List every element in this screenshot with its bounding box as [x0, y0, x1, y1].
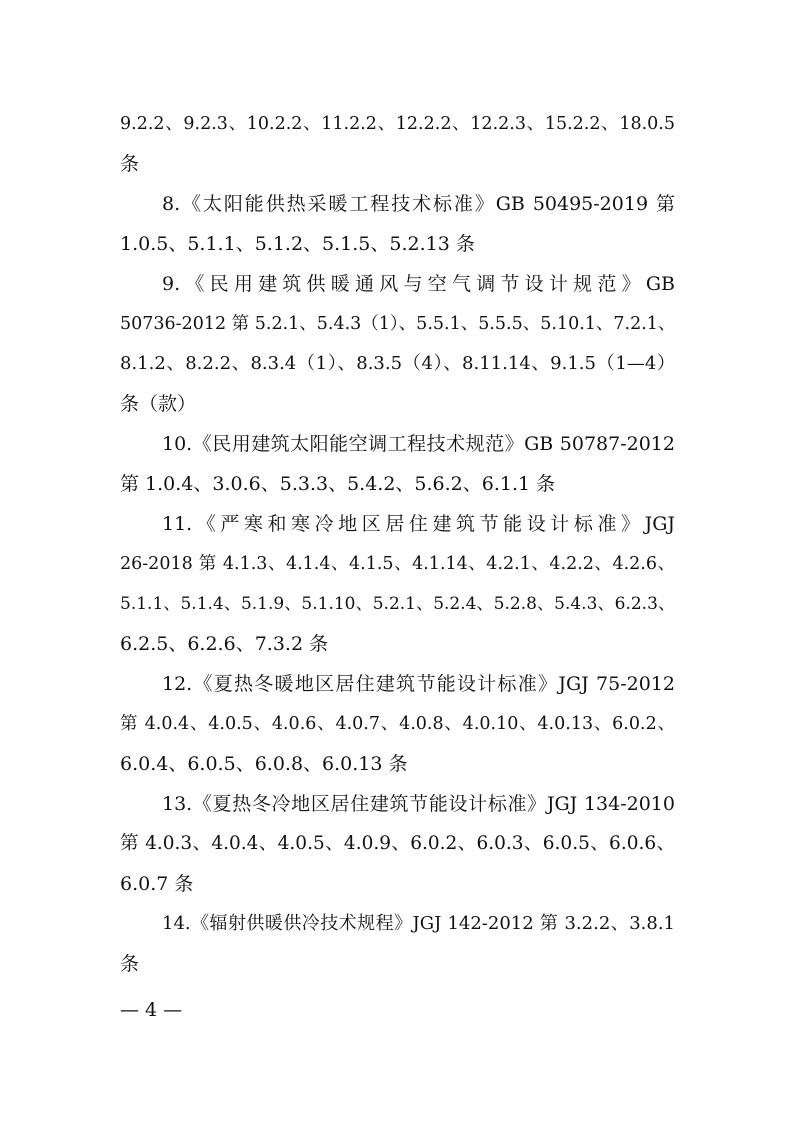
text-line: 6.2.5、6.2.6、7.3.2 条 [120, 633, 329, 655]
text-line: 26-2018 第 4.1.3、4.1.4、4.1.5、4.1.14、4.2.1、4.2.2、4.2.6、 [120, 554, 675, 574]
text-line: 50736-2012 第 5.2.1、5.4.3（1）、5.5.1、5.5.5、5.10.1、7.2.1、 [120, 314, 675, 334]
text-line: 9.2.2、9.2.3、10.2.2、11.2.2、12.2.2、12.2.3、15.2.2、18.0.5 [120, 114, 675, 134]
text-line: 5.1.1、5.1.4、5.1.9、5.1.10、5.2.1、5.2.4、5.2.8、5.4.3、6.2.3、 [120, 594, 675, 614]
text-line: 6.0.4、6.0.5、6.0.8、6.0.13 条 [120, 753, 408, 775]
text-line: 12.《夏热冬暖地区居住建筑节能设计标准》JGJ 75-2012 [162, 673, 675, 695]
text-line: 条 [120, 153, 140, 175]
page-number: — 4 — [120, 999, 183, 1021]
text-line: 8.1.2、8.2.2、8.3.4（1）、8.3.5（4）、8.11.14、9.1.5（1—4） [120, 353, 675, 374]
text-line: 11.《严寒和寒冷地区居住建筑节能设计标准》JGJ [162, 513, 675, 535]
text-line: 第 1.0.4、3.0.6、5.3.3、5.4.2、5.6.2、6.1.1 条 [120, 473, 556, 495]
text-line: 1.0.5、5.1.1、5.1.2、5.1.5、5.2.13 条 [120, 233, 475, 255]
text-line: 条 [120, 953, 140, 975]
text-line: 10.《民用建筑太阳能空调工程技术规范》GB 50787-2012 [162, 433, 675, 455]
text-line: 8.《太阳能供热采暖工程技术标准》GB 50495-2019 第 [162, 193, 675, 215]
text-line: 6.0.7 条 [120, 873, 194, 895]
text-line: 13.《夏热冬冷地区居住建筑节能设计标准》JGJ 134-2010 [162, 793, 675, 815]
text-line: 第 4.0.3、4.0.4、4.0.5、4.0.9、6.0.2、6.0.3、6.0.5、6.0.6、 [120, 833, 675, 854]
text-line: 第 4.0.4、4.0.5、4.0.6、4.0.7、4.0.8、4.0.10、4.0.13、6.0.2、 [120, 714, 675, 734]
text-line: 9.《民用建筑供暖通风与空气调节设计规范》GB [162, 273, 675, 295]
text-line: 14.《辐射供暖供冷技术规程》JGJ 142-2012 第 3.2.2、3.8.1 [162, 913, 675, 934]
text-line: 条（款） [120, 393, 197, 415]
